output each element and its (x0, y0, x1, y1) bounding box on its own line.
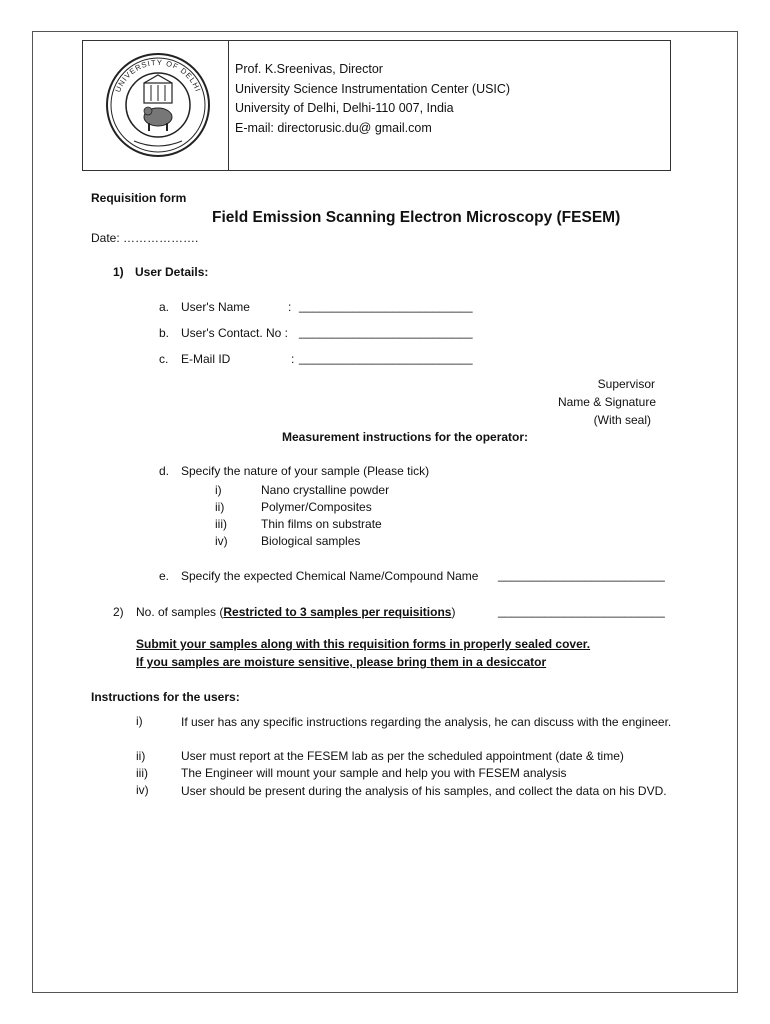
instruction-item: User must report at the FESEM lab as per the scheduled appointment (date & time) (181, 749, 624, 763)
signature-seal-note: (With seal) (593, 413, 651, 427)
instruction-item: If user has any specific instructions regarding the analysis, he can discuss with the engineer. (181, 715, 672, 729)
signature-label: Name & Signature (557, 395, 656, 409)
user-name-field[interactable]: __________________________ (299, 299, 473, 313)
signature-role: Supervisor (597, 377, 655, 391)
email-label: E-Mail ID (181, 352, 231, 366)
instruction-number: iii) (136, 766, 148, 780)
sample-count-prefix: No. of samples ( (136, 605, 224, 619)
section1-number: 1) (113, 265, 124, 279)
email-field[interactable]: __________________________ (299, 351, 473, 365)
field-separator: : (291, 352, 295, 366)
sample-option-number: i) (215, 483, 222, 497)
compound-name-field[interactable]: _________________________ (498, 568, 665, 582)
sample-option[interactable]: Polymer/Composites (261, 500, 372, 514)
letterhead (82, 40, 671, 171)
svg-text:UNIVERSITY OF DELHI: UNIVERSITY OF DELHI (113, 57, 203, 94)
sample-option-number: ii) (215, 500, 225, 514)
submission-notice: Submit your samples along with this requisition forms in properly sealed cover. (136, 637, 591, 651)
moisture-notice: If you samples are moisture sensitive, please bring them in a desiccator (136, 655, 547, 669)
section1-title: User Details: (135, 265, 209, 279)
center-name: University Science Instrumentation Center (USIC) (235, 81, 511, 96)
sample-count-suffix: ) (451, 605, 456, 619)
user-name-label: User's Name (181, 300, 250, 314)
instructions-heading: Instructions for the users: (91, 690, 240, 704)
page-border (32, 31, 738, 993)
sample-nature-prompt: Specify the nature of your sample (Please tick) (181, 464, 430, 478)
director-name: Prof. K.Sreenivas, Director (235, 62, 383, 76)
contact-number-field[interactable]: __________________________ (299, 325, 473, 339)
date-field[interactable]: Date: ………………. (91, 231, 199, 245)
compound-name-label: Specify the expected Chemical Name/Compound Name (181, 569, 479, 583)
field-letter: a. (159, 300, 170, 314)
instruction-item: The Engineer will mount your sample and help you with FESEM analysis (181, 766, 567, 780)
sample-option[interactable]: Nano crystalline powder (261, 483, 390, 497)
field-letter: c. (159, 352, 169, 366)
contact-number-label: User's Contact. No : (181, 326, 288, 340)
sample-option[interactable]: Biological samples (261, 534, 361, 548)
field-separator: : (288, 300, 292, 314)
item-letter: d. (159, 464, 170, 478)
sample-option[interactable]: Thin films on substrate (261, 517, 382, 531)
measurement-heading: Measurement instructions for the operator: (282, 430, 529, 444)
field-letter: b. (159, 326, 170, 340)
form-title: Field Emission Scanning Electron Microscopy (FESEM) (212, 209, 621, 226)
university-seal-icon (104, 51, 212, 159)
form-label: Requisition form (91, 191, 187, 205)
university-address: University of Delhi, Delhi-110 007, India (235, 101, 454, 115)
item-letter: e. (159, 569, 170, 583)
sample-option-number: iii) (215, 517, 227, 531)
instruction-number: iv) (136, 783, 149, 797)
sample-limit-note: Restricted to 3 samples per requisitions (223, 605, 452, 619)
director-email: E-mail: directorusic.du@ gmail.com (235, 120, 432, 135)
instruction-item: User should be present during the analysis of his samples, and collect the data on his DVD. (181, 784, 667, 798)
instruction-number: i) (136, 714, 143, 728)
sample-option-number: iv) (215, 534, 228, 548)
sample-count-field[interactable]: _________________________ (498, 604, 665, 618)
sample-count-label (136, 605, 455, 619)
header-divider (228, 41, 229, 170)
section2-number: 2) (113, 605, 124, 619)
instruction-number: ii) (136, 749, 146, 763)
letterhead-text (235, 60, 510, 138)
